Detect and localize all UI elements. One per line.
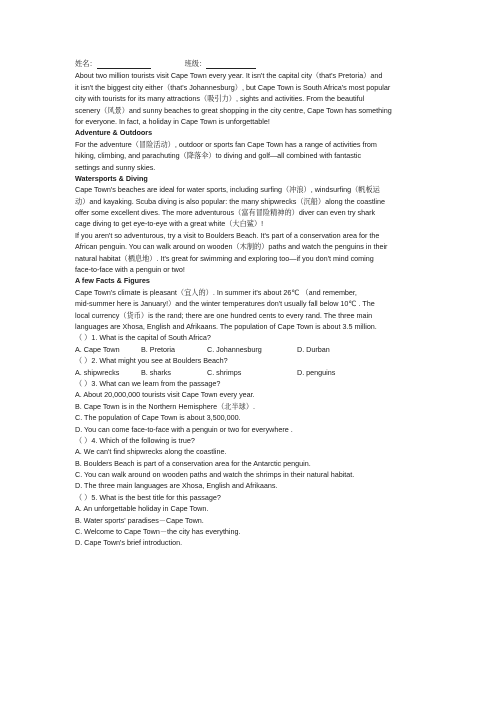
intro-line: it isn't the biggest city either（that's Johannesburg）, but Cape Town is South Africa's most popular [75,82,391,92]
section-facts [75,275,427,332]
question-stem: （ ）2. What might you see at Boulders Beach? [75,356,228,366]
question-2 [75,355,427,378]
intro-line: scenery（风景）and sunny beaches to great shopping in the city centre, Cape Town has something [75,105,392,115]
section-line: For the adventure（冒险活动）, outdoor or sports fan Cape Town has a range of activities from [75,139,377,149]
option: A. shipwrecks [75,367,120,377]
question-1 [75,332,427,355]
option: D. Cape Town's brief introduction. [75,538,183,548]
option-row [75,367,427,378]
option: C. Welcome to Cape Town－the city has everything. [75,527,241,537]
option: D. Durban [297,344,330,354]
question-stem: （ ）3. What can we learn from the passage? [75,378,221,388]
option: C. shrimps [207,367,242,377]
section-line: languages are Xhosa, English and Afrikaans. The population of Cape Town is about 3.5 million. [75,322,377,331]
name-label: 姓名： [75,59,97,68]
option: B. Pretoria [141,344,175,354]
option: D. penguins [297,367,336,377]
section-line: African penguin. You can walk around on wooden（木制的）paths and watch the penguins in their [75,242,388,252]
question-stem: （ ）1. What is the capital of South Africa? [75,333,211,343]
option: B. Boulders Beach is part of a conservation area for the Antarctic penguin. [75,458,311,468]
section-line: hiking, climbing, and parachuting（降落伞）to diving and golf—all combined with fantastic [75,151,362,161]
option: A. An unforgettable holiday in Cape Town. [75,504,209,514]
section-line: mid-summer here is January!）and the winter temperatures don't usually fall below 10℃ . The [75,299,375,309]
option: A. About 20,000,000 tourists visit Cape Town every year. [75,390,255,400]
name-blank[interactable] [97,59,151,69]
section-line: settings and sunny skies. [75,162,156,172]
section-heading: Adventure & Outdoors [75,128,153,138]
section-watersports [75,173,427,276]
question-5 [75,492,427,549]
section-adventure [75,127,427,173]
intro-line: for everyone. In fact, a holiday in Cape Town is unforgettable! [75,116,270,126]
option: B. sharks [141,367,171,377]
option: C. The population of Cape Town is about 3,500,000. [75,413,241,423]
section-line: Cape Town's beaches are ideal for water sports, including surfing（冲浪）, windsurfing（帆板运 [75,185,380,195]
option-row [75,344,427,355]
section-line: Cape Town's climate is pleasant（宜人的）. In summer it's about 26℃ （and remember, [75,287,357,297]
section-line: face-to-face with a penguin or two! [75,265,185,275]
class-blank[interactable] [206,59,256,69]
section-line: If you aren't so adventurous, try a visit to Boulders Beach. It's part of a conservation area for the [75,230,380,240]
option: D. You can come face-to-face with a penguin or two for everywhere . [75,424,293,434]
intro-line: city with tourists for its many attractions（吸引力）, sights and activities. From the beautiful [75,94,365,104]
section-line: local currency（货币）is the rand; there are one hundred cents to every rand. The three main [75,310,373,320]
option: D. The three main languages are Xhosa, English and Afrikaans. [75,481,278,491]
question-stem: （ ）5. What is the best title for this passage? [75,492,221,502]
option: A. Cape Town [75,344,120,354]
intro-line: About two million tourists visit Cape Town every year. It isn't the capital city（that's Pretoria）and [75,71,383,81]
section-line: cage diving to get eye-to-eye with a great white（大白鲨）! [75,219,264,229]
class-label: 班级： [184,59,207,68]
section-heading: A few Facts & Figures [75,276,150,286]
option: B. Cape Town is in the Northern Hemisphere（北半球）. [75,401,256,411]
question-stem: （ ）4. Which of the following is true? [75,435,195,445]
option: C. Johannesburg [207,344,262,354]
student-info-row [75,58,427,69]
section-line: offer some excellent dives. The more adventurous（富有冒险精神的）diver can even try shark [75,208,376,218]
question-3 [75,378,427,435]
worksheet-page [75,58,427,549]
section-line: natural habitat（栖息地）. It's great for swimming and exploring too—if you don't mind coming [75,253,374,263]
option: B. Water sports' paradises－Cape Town. [75,515,204,525]
section-heading: Watersports & Diving [75,173,148,183]
intro-paragraph [75,70,427,127]
option: A. We can't find shipwrecks along the coastline. [75,447,227,457]
section-line: 动）and kayaking. Scuba diving is also popular: the many shipwrecks（沉船）along the coastline [75,196,386,206]
question-4 [75,435,427,492]
option: C. You can walk around on wooden paths and watch the shrimps in their natural habitat. [75,470,355,480]
